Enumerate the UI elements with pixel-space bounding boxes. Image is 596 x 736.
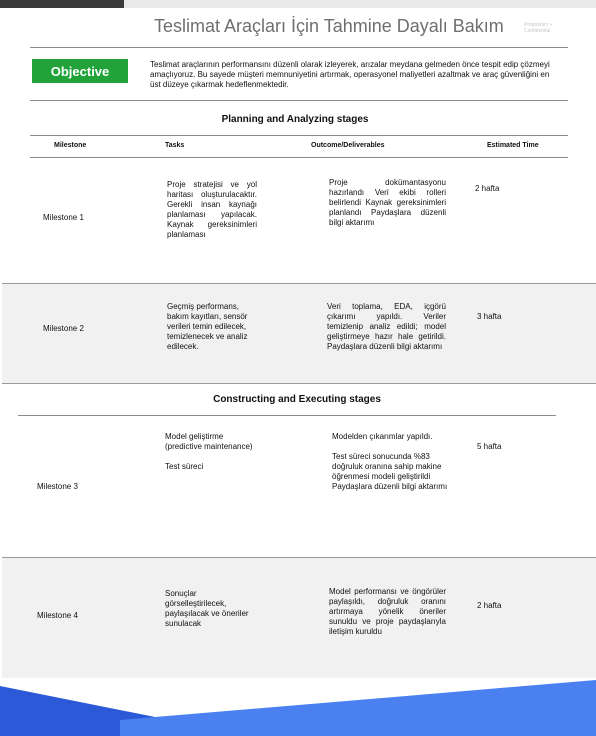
milestone-3-time: 5 hafta <box>477 442 502 451</box>
footer-decoration <box>0 680 596 736</box>
milestone-1-outcomes: Proje dokümantasyonu hazırlandı Veri ekibi rolleri belirlendi Kaynak gereksinimleri planlandı Paydaşlara düzenli bilgi aktarımı <box>329 178 446 227</box>
stage-planning-heading: Planning and Analyzing stages <box>221 114 369 125</box>
objective-divider <box>30 100 568 101</box>
confidential-label <box>524 22 553 34</box>
title-divider <box>30 47 568 48</box>
milestone-4-time: 2 hafta <box>477 601 502 610</box>
milestone-3-outcome-inferences: Modelden çıkarımlar yapıldı. <box>332 432 433 441</box>
stage-planning-divider <box>30 135 568 136</box>
milestone-1-name: Milestone 1 <box>43 213 84 222</box>
milestone-2-tasks: Geçmiş performans, bakım kayıtları, sensör verileri temin edilecek, temizlenecek ve analiz edilecek. <box>167 302 248 351</box>
milestone-3-name: Milestone 3 <box>37 482 78 491</box>
milestone-2-time: 3 hafta <box>477 312 502 321</box>
confidential-line-2: Confidential <box>524 28 551 34</box>
column-header-milestone: Milestone <box>54 142 87 149</box>
milestone-3-task-model: Model geliştirme <box>165 432 224 441</box>
milestone-4-tasks: Sonuçlar görselleştirilecek, paylaşılacak ve öneriler sunulacak <box>165 589 249 628</box>
stage-constructing-divider <box>18 415 556 416</box>
milestone-3-outcome-stakeholders: Paydaşlara düzenli bilgi aktarımı <box>332 482 448 491</box>
table-row-milestone-2 <box>2 283 596 384</box>
milestone-4-outcomes: Model performansı ve öngörüler paylaşıldı, doğruluk oranını artırmaya yönelik öneriler sunuldu ve proje paydaşlarıyla iletişim kuruldu <box>329 587 446 636</box>
milestone-4-name: Milestone 4 <box>37 611 78 620</box>
table-row-milestone-4 <box>2 557 596 678</box>
confidential-line-1: Proprietary + <box>524 22 553 28</box>
milestone-3-task-model-note: (predictive maintenance) <box>165 442 253 451</box>
milestone-1-time: 2 hafta <box>475 184 500 193</box>
column-header-outcome: Outcome/Deliverables <box>311 142 385 149</box>
stage-constructing-heading: Constructing and Executing stages <box>213 394 381 405</box>
milestone-3-task-test: Test süreci <box>165 462 204 471</box>
header-divider <box>30 157 568 158</box>
milestone-3-outcomes <box>332 432 457 492</box>
milestone-3-tasks <box>165 432 275 472</box>
milestone-2-name: Milestone 2 <box>43 324 84 333</box>
objective-text: Teslimat araçlarının performansını düzenli olarak izleyerek, arızalar meydana gelmeden önce tespit edip çözmeyi amaçlıyoruz. Bu sayede müşteri memnuniyetini artırmak, operasyonel maliyetleri azaltmak ve araç güvenliğini en üst düzeye çıkarmak hedeflenmektedir. <box>150 60 550 89</box>
objective-badge: Objective <box>32 59 128 83</box>
milestone-1-tasks: Proje stratejisi ve yol haritası oluşturulacaktır. Gerekli insan kaynağı planlaması yapılacak. Kaynak gereksinimleri planlaması <box>167 180 257 239</box>
column-header-time: Estimated Time <box>487 142 539 149</box>
page-title: Teslimat Araçları İçin Tahmine Dayalı Bakım <box>154 16 504 36</box>
milestone-3-outcome-accuracy: Test süreci sonucunda %83 doğruluk oranına sahip makine öğrenmesi modeli geliştirildi <box>332 452 442 481</box>
top-bar-accent <box>0 0 124 8</box>
milestone-2-outcomes: Veri toplama, EDA, içgörü çıkarımı yapıldı. Veriler temizlenip analiz edildi; model geliştirmeye hazır hale getirildi. Paydaşlara düzenli bilgi aktarımı <box>327 302 446 351</box>
column-header-tasks: Tasks <box>165 142 185 149</box>
